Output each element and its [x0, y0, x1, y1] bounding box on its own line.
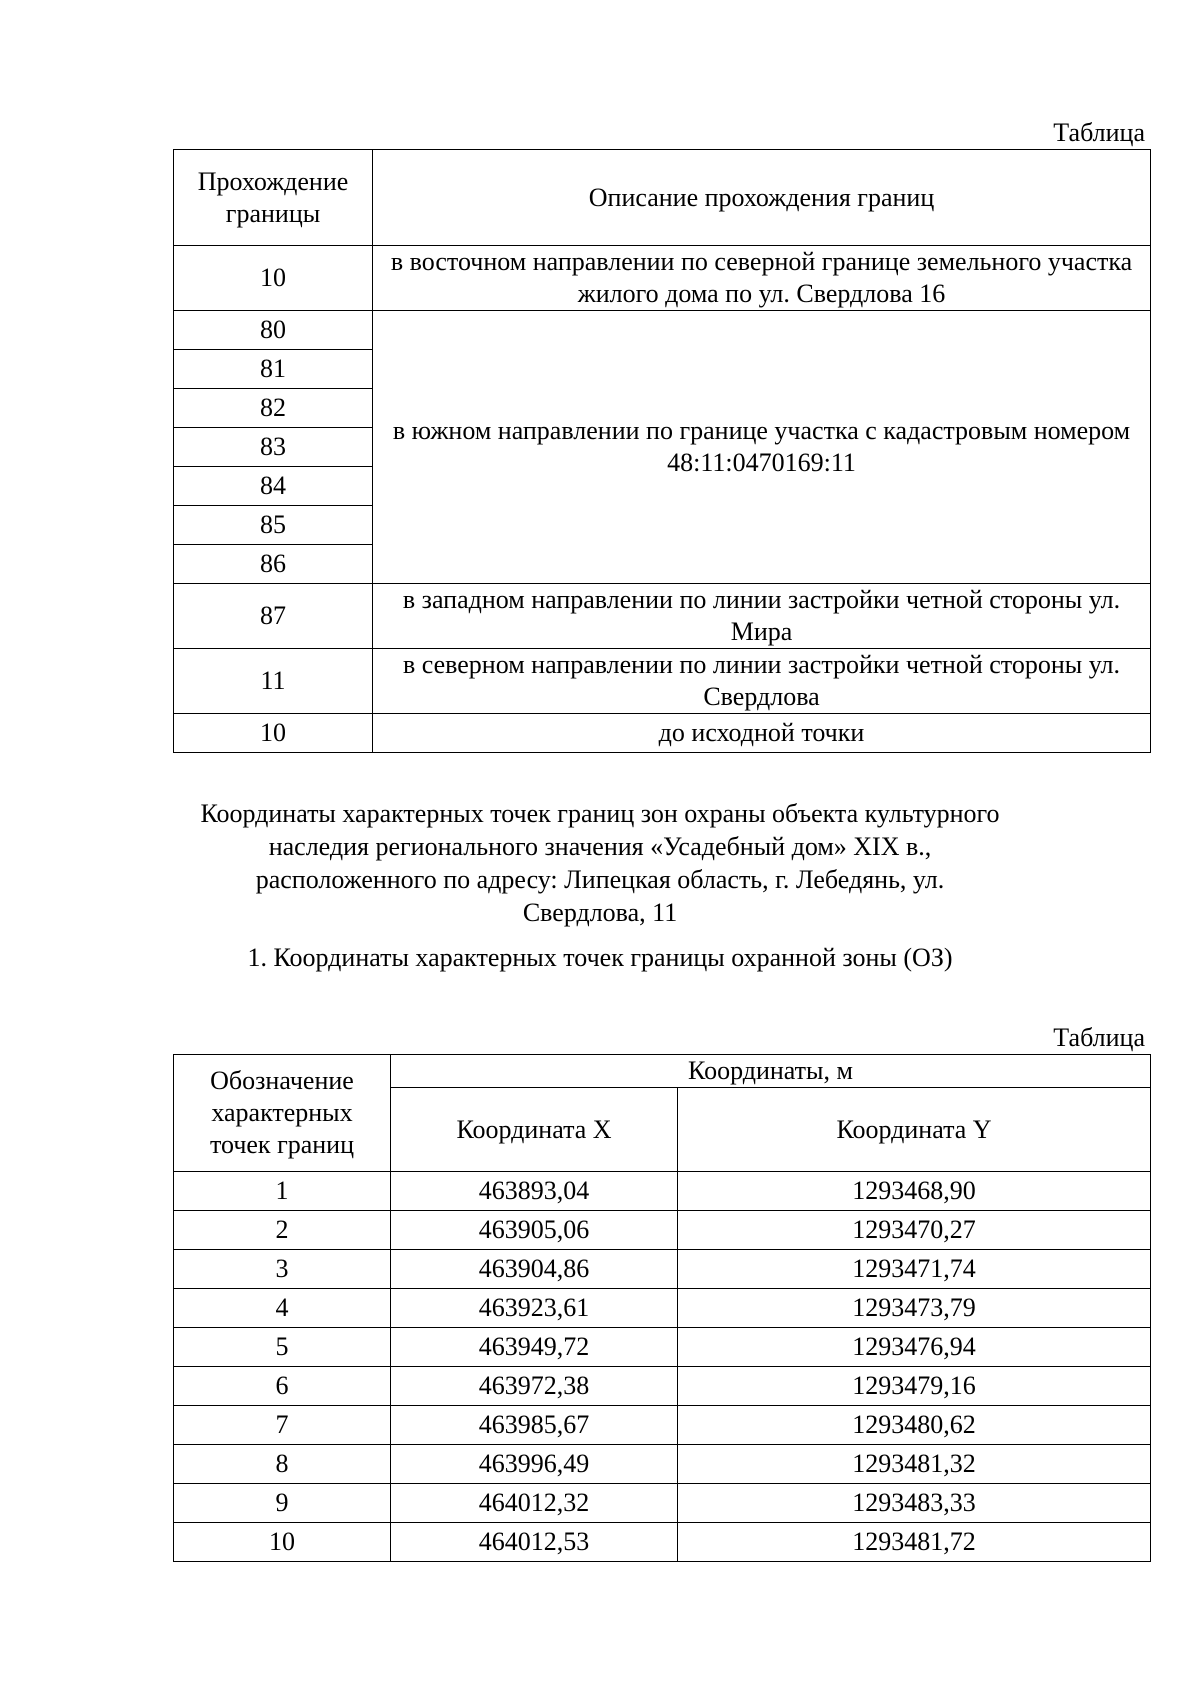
header-coordinates: Координаты, м: [391, 1055, 1151, 1088]
coordinate-x-cell: 464012,53: [391, 1523, 678, 1562]
boundary-point-cell: 10: [174, 714, 373, 753]
table-header-row: [174, 150, 1151, 246]
coordinate-y-cell: 1293481,72: [678, 1523, 1151, 1562]
coordinates-table-head: [174, 1055, 1151, 1172]
table-row: [174, 1328, 1151, 1367]
boundary-point-cell: 83: [174, 428, 373, 467]
header-row-top: [174, 1055, 1151, 1088]
point-cell: 9: [174, 1484, 391, 1523]
coordinate-y-cell: 1293481,32: [678, 1445, 1151, 1484]
point-cell: 10: [174, 1523, 391, 1562]
table-row: [174, 1289, 1151, 1328]
coordinate-x-cell: 463985,67: [391, 1406, 678, 1445]
table-row: [174, 1367, 1151, 1406]
boundary-description-cell: в южном направлении по границе участка с кадастровым номером 48:11:0470169:11: [373, 311, 1151, 584]
table-row: [174, 649, 1151, 714]
coordinate-y-cell: 1293483,33: [678, 1484, 1151, 1523]
coordinate-y-cell: 1293468,90: [678, 1172, 1151, 1211]
coordinate-y-cell: 1293473,79: [678, 1289, 1151, 1328]
point-cell: 6: [174, 1367, 391, 1406]
section-subtitle: 1. Координаты характерных точек границы охранной зоны (ОЗ): [247, 943, 953, 972]
point-cell: 2: [174, 1211, 391, 1250]
point-cell: 4: [174, 1289, 391, 1328]
coordinate-y-cell: 1293479,16: [678, 1367, 1151, 1406]
table-row: [174, 1250, 1151, 1289]
point-cell: 1: [174, 1172, 391, 1211]
boundary-point-cell: 82: [174, 389, 373, 428]
coordinate-x-cell: 463972,38: [391, 1367, 678, 1406]
coordinates-table-body: [174, 1172, 1151, 1562]
coordinate-x-cell: 463905,06: [391, 1211, 678, 1250]
table-row: [174, 1445, 1151, 1484]
header-boundary-description: Описание прохождения границ: [373, 150, 1151, 246]
boundary-point-cell: 85: [174, 506, 373, 545]
table1-caption: Таблица: [1053, 118, 1145, 147]
coordinates-table: [173, 1054, 1151, 1562]
boundary-point-cell: 81: [174, 350, 373, 389]
table2-caption: Таблица: [1053, 1023, 1145, 1052]
table-row: [174, 1172, 1151, 1211]
point-cell: 8: [174, 1445, 391, 1484]
coordinate-x-cell: 463904,86: [391, 1250, 678, 1289]
table-row: [174, 1484, 1151, 1523]
boundary-point-cell: 87: [174, 584, 373, 649]
table-row: [174, 311, 1151, 350]
coordinate-x-cell: 463949,72: [391, 1328, 678, 1367]
boundary-point-cell: 80: [174, 311, 373, 350]
boundary-description-table: [173, 149, 1151, 753]
header-boundary-passage: Прохождение границы: [174, 150, 373, 246]
section-title: [0, 797, 1200, 929]
boundary-point-cell: 84: [174, 467, 373, 506]
boundary-point-cell: 10: [174, 246, 373, 311]
table-row: [174, 246, 1151, 311]
boundary-description-cell: в северном направлении по линии застройки четной стороны ул. Свердлова: [373, 649, 1151, 714]
header-point-designation: Обозначение характерных точек границ: [174, 1055, 391, 1172]
point-cell: 7: [174, 1406, 391, 1445]
boundary-point-cell: 11: [174, 649, 373, 714]
coordinate-y-cell: 1293476,94: [678, 1328, 1151, 1367]
table-row: [174, 1211, 1151, 1250]
table-row: [174, 714, 1151, 753]
coordinate-x-cell: 464012,32: [391, 1484, 678, 1523]
boundary-point-cell: 86: [174, 545, 373, 584]
boundary-table-body: [174, 150, 1151, 753]
boundary-description-cell: в западном направлении по линии застройки четной стороны ул. Мира: [373, 584, 1151, 649]
table-row: [174, 1406, 1151, 1445]
header-coordinate-y: Координата Y: [678, 1088, 1151, 1172]
coordinate-x-cell: 463893,04: [391, 1172, 678, 1211]
coordinate-x-cell: 463996,49: [391, 1445, 678, 1484]
coordinate-x-cell: 463923,61: [391, 1289, 678, 1328]
section-title-text: Координаты характерных точек границ зон охраны объекта культурного наследия регионального значения «Усадебный дом» XIX в., расположенного по адресу: Липецкая область, г. Лебедянь, ул. Свердлова, 11: [200, 799, 1000, 927]
boundary-description-cell: до исходной точки: [373, 714, 1151, 753]
coordinate-y-cell: 1293470,27: [678, 1211, 1151, 1250]
point-cell: 3: [174, 1250, 391, 1289]
boundary-description-cell: в восточном направлении по северной границе земельного участка жилого дома по ул. Свердлова 16: [373, 246, 1151, 311]
table-row: [174, 1523, 1151, 1562]
coordinate-y-cell: 1293480,62: [678, 1406, 1151, 1445]
coordinate-y-cell: 1293471,74: [678, 1250, 1151, 1289]
table-row: [174, 584, 1151, 649]
header-coordinate-x: Координата X: [391, 1088, 678, 1172]
point-cell: 5: [174, 1328, 391, 1367]
